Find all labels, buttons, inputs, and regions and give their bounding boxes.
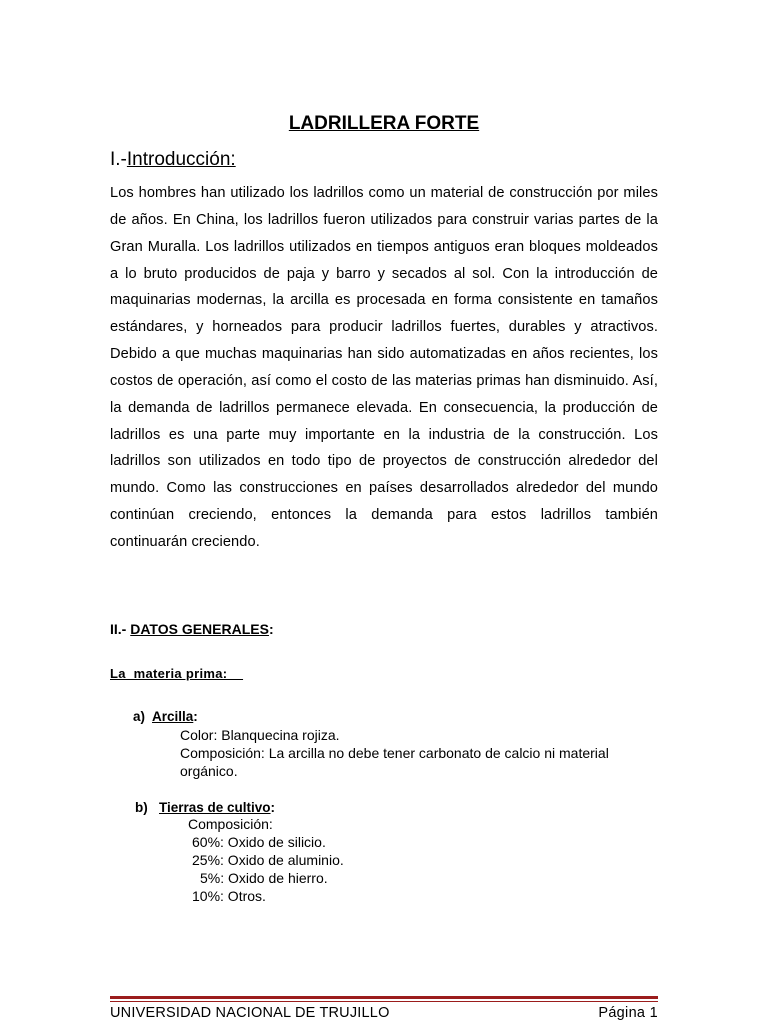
arcilla-colon: : — [193, 709, 198, 724]
intro-heading — [110, 149, 236, 171]
section2-colon: : — [268, 621, 274, 637]
tierras-item-otros: 10%: Otros. — [192, 888, 266, 904]
arcilla-label — [133, 709, 198, 724]
arcilla-label-text: Arcilla — [152, 709, 194, 724]
footer-university: UNIVERSIDAD NACIONAL DE TRUJILLO — [110, 1005, 390, 1021]
tierras-colon: : — [270, 800, 276, 815]
tierras-letter: b) — [135, 800, 159, 815]
footer-rule-thin — [110, 1001, 658, 1002]
arcilla-composicion-line2: orgánico. — [180, 763, 238, 779]
document-title: LADRILLERA FORTE — [288, 113, 480, 134]
arcilla-letter: a) — [133, 709, 153, 724]
tierras-composicion: Composición: — [188, 816, 273, 832]
arcilla-composicion-line1: Composición: La arcilla no debe tener carbonato de calcio ni material — [180, 745, 609, 761]
section2-heading-text: DATOS GENERALES — [130, 621, 269, 637]
tierras-item-hierro: 5%: Oxido de hierro. — [200, 870, 328, 886]
footer-page-number: Página 1 — [598, 1005, 658, 1021]
intro-paragraph: Los hombres han utilizado los ladrillos como un material de construcción por miles de años. En China, los ladrillos fueron utilizados para construir varias partes de la Gran Muralla. Los ladrillos utilizados en tiempos antiguos eran bloques moldeados a lo bruto producidos de paja y barro y secados al sol. Con la introducción de maquinarias modernas, la arcilla es procesada en forma consistente en tamaños estándares, y horneados para producir ladrillos fuertes, durables y atractivos. Debido a que muchas maquinarias han sido automatizadas en años recientes, los costos de operación, así como el costo de las materias primas han disminuido. Así, la demanda de ladrillos permanece elevada. En consecuencia, la producción de ladrillos es una parte muy importante en la industria de la construcción. Los ladrillos son utilizados en todo tipo de proyectos de construcción alrededor del mundo. Como las construcciones en países desarrollados alrededor del mundo continúan creciendo, entonces la demanda para estos ladrillos también continuarán creciendo. — [110, 185, 658, 550]
materia-prima-heading: La materia prima: — [110, 666, 244, 681]
section-heading-datos-generales — [110, 621, 274, 637]
arcilla-color: Color: Blanquecina rojiza. — [180, 727, 340, 743]
tierras-label-text: Tierras de cultivo — [159, 800, 271, 815]
intro-prefix: I.- — [110, 149, 127, 170]
tierras-item-silicio: 60%: Oxido de silicio. — [192, 834, 326, 850]
footer-rule-thick — [110, 996, 658, 999]
intro-heading-text: Introducción: — [126, 149, 236, 170]
tierras-label — [135, 800, 275, 815]
tierras-item-aluminio: 25%: Oxido de aluminio. — [192, 852, 344, 868]
section2-prefix: II.- — [110, 621, 131, 637]
